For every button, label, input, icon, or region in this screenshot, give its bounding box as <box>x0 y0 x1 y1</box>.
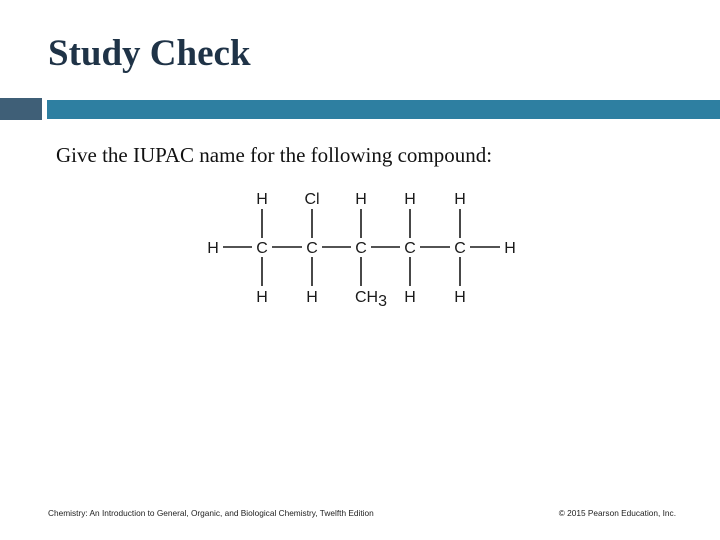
methyl-group-label: CH <box>355 289 379 306</box>
atom-bottom-5: H <box>454 289 466 306</box>
atom-carbon-2: C <box>306 240 318 257</box>
atom-top-2: Cl <box>304 191 320 208</box>
atom-bottom-1: H <box>256 289 268 306</box>
atom-carbon-5: C <box>454 240 466 257</box>
atom-top-4: H <box>404 191 416 208</box>
footer-copyright: © 2015 Pearson Education, Inc. <box>558 508 676 518</box>
atom-top-1: H <box>256 191 268 208</box>
atom-carbon-4: C <box>404 240 416 257</box>
structural-formula <box>196 182 536 312</box>
decorative-bar-right <box>47 100 720 119</box>
atom-top-5: H <box>454 191 466 208</box>
atom-bottom-3 <box>355 289 387 310</box>
atom-left-end: H <box>207 240 219 257</box>
atom-bottom-4: H <box>404 289 416 306</box>
question-prompt: Give the IUPAC name for the following compound: <box>56 143 493 167</box>
decorative-bar-left <box>0 98 42 120</box>
atom-right-end: H <box>504 240 516 257</box>
atom-bottom-2: H <box>306 289 318 306</box>
atom-top-3: H <box>355 191 367 208</box>
atom-carbon-3: C <box>355 240 367 257</box>
atom-carbon-1: C <box>256 240 268 257</box>
methyl-subscript: 3 <box>378 293 388 310</box>
slide-title: Study Check <box>48 33 251 74</box>
footer-citation: Chemistry: An Introduction to General, Organic, and Biological Chemistry, Twelfth Edition <box>48 508 374 518</box>
